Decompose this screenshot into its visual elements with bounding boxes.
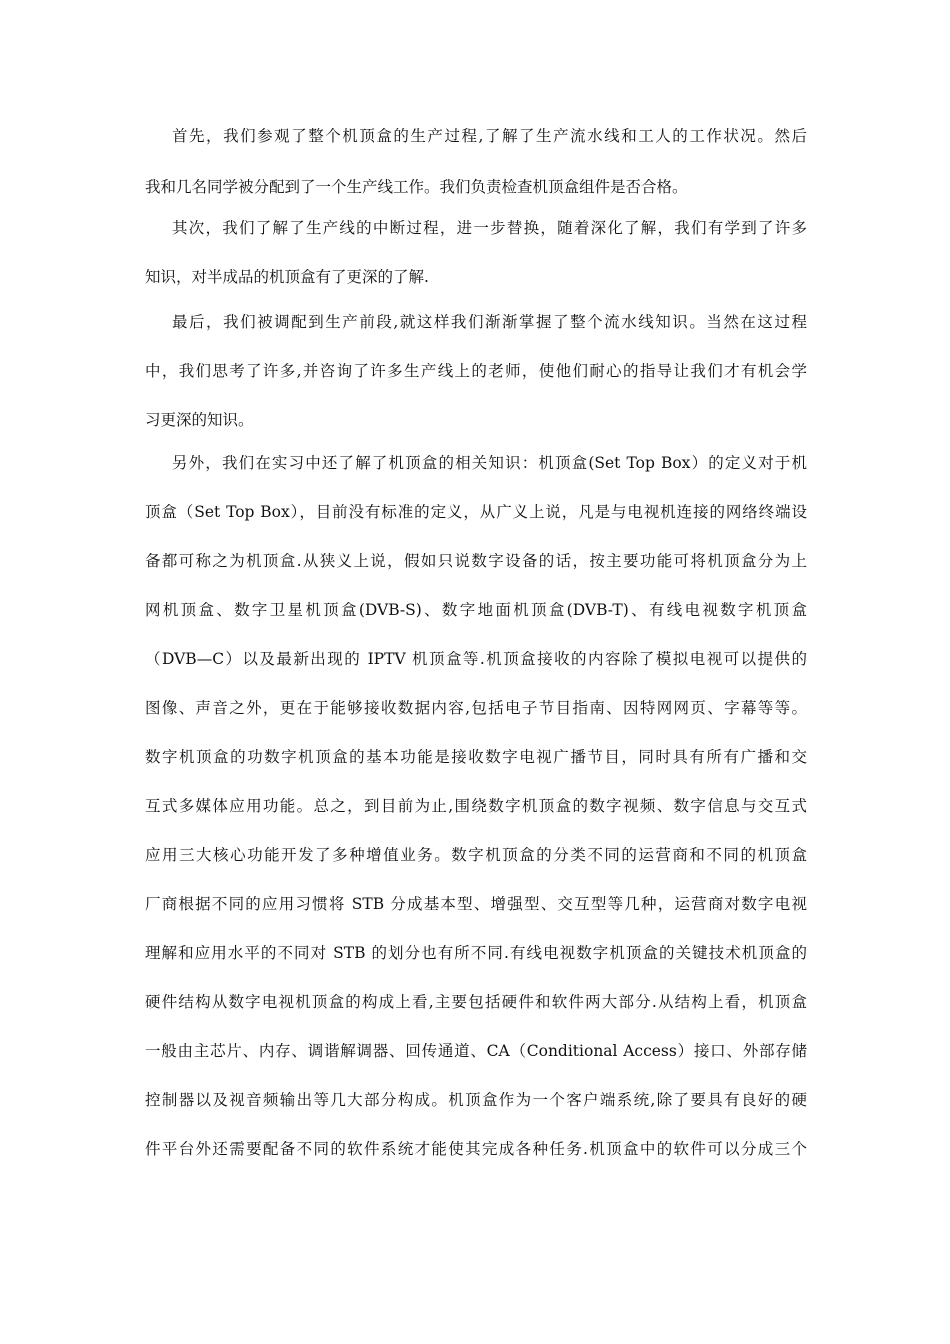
paragraph-4-line-6: 图像、声音之外，更在于能够接收数据内容,包括电子节目指南、因特网网页、字幕等等。	[145, 699, 807, 717]
paragraph-2-line-1: 其次，我们了解了生产线的中断过程，进一步替换，随着深化了解，我们有学到了许多	[172, 219, 807, 237]
paragraph-4-line-11: 理解和应用水平的不同对 STB 的划分也有所不同.有线电视数字机顶盒的关键技术机顶盒的	[145, 944, 807, 962]
paragraph-4-line-15: 件平台外还需要配备不同的软件系统才能使其完成各种任务.机顶盒中的软件可以分成三个	[145, 1140, 807, 1158]
paragraph-4-line-2: 顶盒（Set Top Box），目前没有标准的定义，从广义上说，凡是与电视机连接的网络终端设	[145, 503, 807, 521]
paragraph-3-line-1: 最后，我们被调配到生产前段,就这样我们渐渐掌握了整个流水线知识。当然在这过程	[172, 313, 807, 331]
paragraph-4-line-8: 互式多媒体应用功能。总之，到目前为止,围绕数字机顶盒的数字视频、数字信息与交互式	[145, 797, 807, 815]
paragraph-4-line-9: 应用三大核心功能开发了多种增值业务。数字机顶盒的分类不同的运营商和不同的机顶盒	[145, 846, 807, 864]
paragraph-4-line-13: 一般由主芯片、内存、调谐解调器、回传通道、CA（Conditional Access）接口、外部存储	[145, 1042, 807, 1060]
paragraph-4-line-5: （DVB—C）以及最新出现的 IPTV 机顶盒等.机顶盒接收的内容除了模拟电视可以提供的	[145, 650, 807, 668]
paragraph-4-line-14: 控制器以及视音频输出等几大部分构成。机顶盒作为一个客户端系统,除了要具有良好的硬	[145, 1091, 807, 1109]
paragraph-4-line-3: 备都可称之为机顶盒.从狭义上说，假如只说数字设备的话，按主要功能可将机顶盒分为上	[145, 552, 807, 570]
paragraph-3-line-2: 中，我们思考了许多,并咨询了许多生产线上的老师，使他们耐心的指导让我们才有机会学	[145, 362, 807, 380]
paragraph-4-line-4: 网机顶盒、数字卫星机顶盒(DVB-S)、数字地面机顶盒(DVB-T)、有线电视数字机顶盒	[145, 601, 807, 619]
paragraph-1-line-1: 首先，我们参观了整个机顶盒的生产过程,了解了生产流水线和工人的工作状况。然后	[172, 127, 807, 145]
paragraph-2-line-2: 知识，对半成品的机顶盒有了更深的了解.	[145, 268, 429, 286]
paragraph-4-line-10: 厂商根据不同的应用习惯将 STB 分成基本型、增强型、交互型等几种，运营商对数字电视	[145, 895, 807, 913]
paragraph-4-line-1: 另外，我们在实习中还了解了机顶盒的相关知识：机顶盒(Set Top Box）的定义对于机	[172, 454, 807, 472]
paragraph-4-line-12: 硬件结构从数字电视机顶盒的构成上看,主要包括硬件和软件两大部分.从结构上看，机顶盒	[145, 993, 807, 1011]
paragraph-1-line-2: 我和几名同学被分配到了一个生产线工作。我们负责检查机顶盒组件是否合格。	[145, 178, 688, 196]
paragraph-3-line-3: 习更深的知识。	[145, 411, 254, 429]
paragraph-4-line-7: 数字机顶盒的功数字机顶盒的基本功能是接收数字电视广播节目，同时具有所有广播和交	[145, 748, 807, 766]
